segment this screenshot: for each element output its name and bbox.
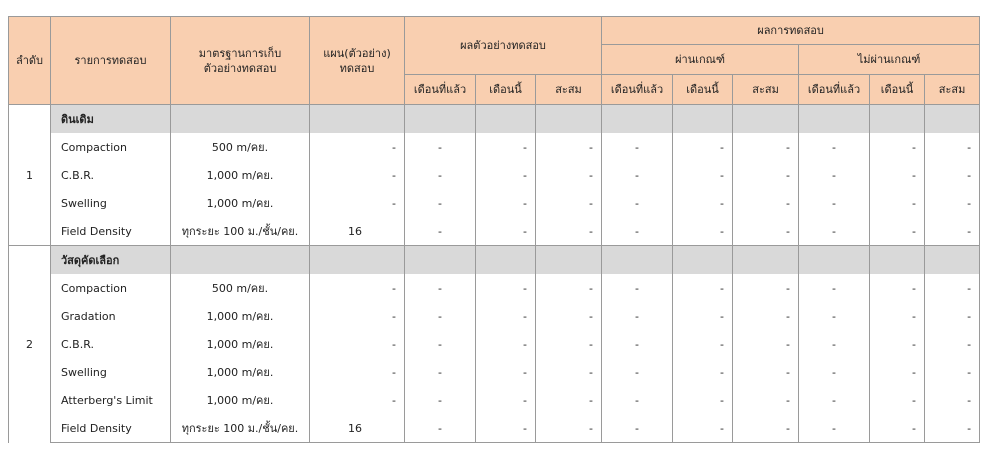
cell-value: - xyxy=(799,133,870,161)
cell-value: - xyxy=(405,330,476,358)
cell-value: - xyxy=(405,189,476,217)
group-title: วัสดุคัดเลือก xyxy=(51,246,171,275)
cell-value: - xyxy=(799,302,870,330)
test-item: Compaction xyxy=(51,274,171,302)
test-plan: - xyxy=(310,358,405,386)
test-plan: 16 xyxy=(310,217,405,246)
test-standard: 1,000 m/คย. xyxy=(171,386,310,414)
cell-value: - xyxy=(733,330,799,358)
cell-value: - xyxy=(733,386,799,414)
samples-this-month: เดือนนี้ xyxy=(476,75,536,105)
cell-value: - xyxy=(476,386,536,414)
cell-value: - xyxy=(536,217,602,246)
cell-value: - xyxy=(536,414,602,443)
cell-value: - xyxy=(602,386,673,414)
cell-value: - xyxy=(476,161,536,189)
cell-value: - xyxy=(925,330,980,358)
cell-value: - xyxy=(476,358,536,386)
table-row xyxy=(9,414,980,443)
test-plan: - xyxy=(310,161,405,189)
cell-value: - xyxy=(870,358,925,386)
cell-value: - xyxy=(733,189,799,217)
test-standard: 1,000 m/คย. xyxy=(171,302,310,330)
cell-value: - xyxy=(925,414,980,443)
cell-value: - xyxy=(925,358,980,386)
samples-cumulative: สะสม xyxy=(536,75,602,105)
cell-value: - xyxy=(536,133,602,161)
test-item: Field Density xyxy=(51,414,171,443)
cell-value: - xyxy=(476,133,536,161)
test-plan: - xyxy=(310,133,405,161)
cell-value: - xyxy=(602,330,673,358)
cell-value: - xyxy=(476,189,536,217)
pass-this-month: เดือนนี้ xyxy=(673,75,733,105)
cell-value: - xyxy=(733,217,799,246)
cell-value: - xyxy=(536,358,602,386)
cell-value: - xyxy=(476,302,536,330)
cell-value: - xyxy=(405,161,476,189)
cell-value: - xyxy=(673,330,733,358)
cell-value: - xyxy=(870,302,925,330)
cell-value: - xyxy=(602,358,673,386)
cell-value: - xyxy=(870,161,925,189)
test-standard: 1,000 m/คย. xyxy=(171,189,310,217)
col-header-samples: ผลตัวอย่างทดสอบ xyxy=(405,17,602,75)
cell-value: - xyxy=(870,133,925,161)
cell-value: - xyxy=(799,274,870,302)
cell-value: - xyxy=(602,302,673,330)
test-plan: - xyxy=(310,302,405,330)
fail-last-month: เดือนที่แล้ว xyxy=(799,75,870,105)
cell-value: - xyxy=(405,386,476,414)
cell-value: - xyxy=(925,274,980,302)
cell-value: - xyxy=(602,161,673,189)
col-header-item: รายการทดสอบ xyxy=(51,17,171,105)
cell-value: - xyxy=(733,161,799,189)
cell-value: - xyxy=(925,133,980,161)
cell-value: - xyxy=(733,133,799,161)
cell-value: - xyxy=(925,189,980,217)
cell-value: - xyxy=(733,274,799,302)
table-row xyxy=(9,358,980,386)
cell-value: - xyxy=(870,189,925,217)
cell-value: - xyxy=(799,330,870,358)
col-header-pass: ผ่านเกณฑ์ xyxy=(602,45,799,75)
cell-value: - xyxy=(536,330,602,358)
test-standard: 500 m/คย. xyxy=(171,133,310,161)
test-item: Swelling xyxy=(51,189,171,217)
cell-value: - xyxy=(870,330,925,358)
cell-value: - xyxy=(925,217,980,246)
table-row xyxy=(9,189,980,217)
cell-value: - xyxy=(799,189,870,217)
table-header xyxy=(9,17,980,105)
col-header-plan: แผน(ตัวอย่าง) ทดสอบ xyxy=(310,17,405,105)
cell-value: - xyxy=(405,358,476,386)
col-header-results: ผลการทดสอบ xyxy=(602,17,980,45)
col-header-no: ลำดับ xyxy=(9,17,51,105)
group-header-row xyxy=(9,246,980,275)
cell-value: - xyxy=(870,217,925,246)
group-number: 1 xyxy=(9,105,51,246)
cell-value: - xyxy=(602,274,673,302)
test-plan: - xyxy=(310,386,405,414)
cell-value: - xyxy=(673,302,733,330)
cell-value: - xyxy=(673,274,733,302)
cell-value: - xyxy=(536,274,602,302)
cell-value: - xyxy=(536,161,602,189)
test-plan: - xyxy=(310,330,405,358)
cell-value: - xyxy=(925,161,980,189)
cell-value: - xyxy=(673,161,733,189)
cell-value: - xyxy=(799,386,870,414)
cell-value: - xyxy=(925,302,980,330)
cell-value: - xyxy=(673,386,733,414)
cell-value: - xyxy=(602,217,673,246)
test-results-table xyxy=(8,16,980,443)
cell-value: - xyxy=(799,414,870,443)
cell-value: - xyxy=(673,358,733,386)
test-plan: - xyxy=(310,274,405,302)
cell-value: - xyxy=(673,133,733,161)
cell-value: - xyxy=(405,274,476,302)
cell-value: - xyxy=(799,358,870,386)
cell-value: - xyxy=(405,133,476,161)
cell-value: - xyxy=(536,386,602,414)
test-item: C.B.R. xyxy=(51,330,171,358)
test-standard: 1,000 m/คย. xyxy=(171,330,310,358)
cell-value: - xyxy=(799,217,870,246)
group-number: 2 xyxy=(9,246,51,443)
col-header-standard: มาตรฐานการเก็บ ตัวอย่างทดสอบ xyxy=(171,17,310,105)
test-item: Gradation xyxy=(51,302,171,330)
cell-value: - xyxy=(602,414,673,443)
group-title: ดินเดิม xyxy=(51,105,171,134)
cell-value: - xyxy=(476,330,536,358)
test-standard: 1,000 m/คย. xyxy=(171,161,310,189)
test-plan: - xyxy=(310,189,405,217)
cell-value: - xyxy=(673,189,733,217)
cell-value: - xyxy=(733,414,799,443)
test-results-table-container xyxy=(8,16,979,443)
table-row xyxy=(9,161,980,189)
cell-value: - xyxy=(476,217,536,246)
cell-value: - xyxy=(733,358,799,386)
test-standard: ทุกระยะ 100 ม./ชั้น/คย. xyxy=(171,414,310,443)
cell-value: - xyxy=(673,217,733,246)
cell-value: - xyxy=(405,217,476,246)
table-body xyxy=(9,105,980,443)
test-standard: 500 m/คย. xyxy=(171,274,310,302)
pass-last-month: เดือนที่แล้ว xyxy=(602,75,673,105)
test-standard: 1,000 m/คย. xyxy=(171,358,310,386)
cell-value: - xyxy=(799,161,870,189)
table-row xyxy=(9,330,980,358)
table-row xyxy=(9,386,980,414)
cell-value: - xyxy=(405,414,476,443)
col-header-fail: ไม่ผ่านเกณฑ์ xyxy=(799,45,980,75)
test-standard: ทุกระยะ 100 ม./ชั้น/คย. xyxy=(171,217,310,246)
test-item: Swelling xyxy=(51,358,171,386)
samples-last-month: เดือนที่แล้ว xyxy=(405,75,476,105)
table-row xyxy=(9,217,980,246)
cell-value: - xyxy=(925,386,980,414)
test-item: Compaction xyxy=(51,133,171,161)
cell-value: - xyxy=(536,302,602,330)
cell-value: - xyxy=(405,302,476,330)
cell-value: - xyxy=(536,189,602,217)
cell-value: - xyxy=(602,189,673,217)
pass-cumulative: สะสม xyxy=(733,75,799,105)
cell-value: - xyxy=(476,274,536,302)
table-row xyxy=(9,274,980,302)
test-item: Atterberg's Limit xyxy=(51,386,171,414)
group-header-row xyxy=(9,105,980,134)
cell-value: - xyxy=(870,414,925,443)
test-plan: 16 xyxy=(310,414,405,443)
cell-value: - xyxy=(733,302,799,330)
cell-value: - xyxy=(673,414,733,443)
cell-value: - xyxy=(870,274,925,302)
table-row xyxy=(9,133,980,161)
test-item: Field Density xyxy=(51,217,171,246)
test-item: C.B.R. xyxy=(51,161,171,189)
fail-cumulative: สะสม xyxy=(925,75,980,105)
cell-value: - xyxy=(476,414,536,443)
cell-value: - xyxy=(870,386,925,414)
cell-value: - xyxy=(602,133,673,161)
table-row xyxy=(9,302,980,330)
fail-this-month: เดือนนี้ xyxy=(870,75,925,105)
